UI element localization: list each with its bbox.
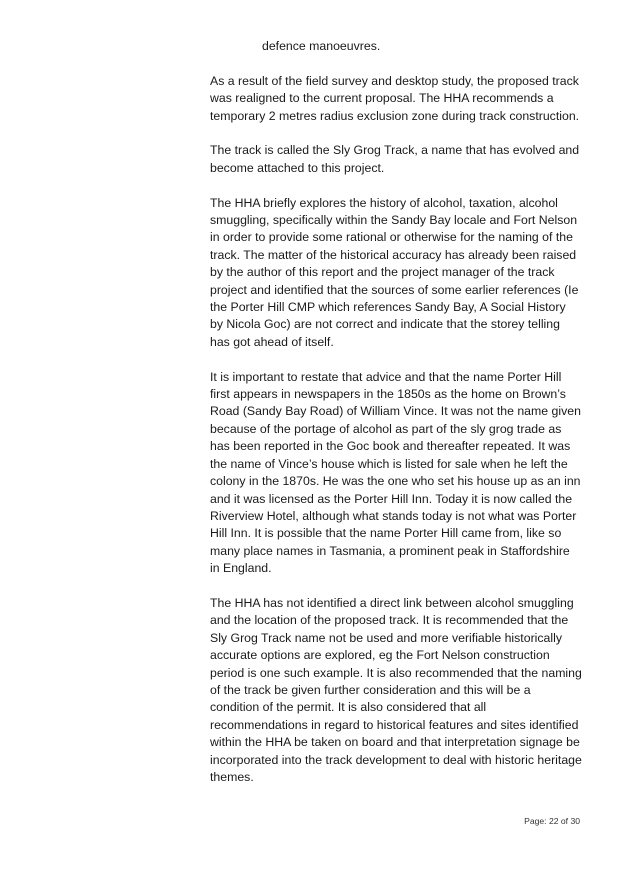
page-number: Page: 22 of 30 <box>524 816 580 826</box>
paragraph-track-name: The track is called the Sly Grog Track, a name that has evolved and become attached to this project. <box>210 143 580 175</box>
paragraph-track-realignment: As a result of the field survey and desktop study, the proposed track was realigned to the current proposal. The HHA recommends a temporary 2 metres radius exclusion zone during track construction. <box>210 73 580 123</box>
paragraph-recommendations: The HHA has not identified a direct link between alcohol smuggling and the location of the proposed track. It is recommended that the Sly Grog Track name not be used and more verifiable historically accurate options are explored, eg the Fort Nelson construction period is one such example. It is also recommended that the naming of the track be given further consideration and this will be a condition of the permit. It is also considered that all recommendations in regard to historical features and sites identified within the HHA be taken on board and that interpretation signage be incorporated into the track development to deal with historic heritage themes. <box>210 595 582 784</box>
document-body <box>210 38 582 804</box>
paragraph-continuation: defence manoeuvres. <box>262 39 381 53</box>
paragraph-alcohol-history: The HHA briefly explores the history of alcohol, taxation, alcohol smuggling, specifically within the Sandy Bay locale and Fort Nelson in order to provide some rational or otherwise for the naming of the track. The matter of the historical accuracy has already been raised by the author of this report and the project manager of the track project and identified that the sources of some earlier references (Ie the Porter Hill CMP which references Sandy Bay, A Social History by Nicola Goc) are not correct and indicate that the storey telling has got ahead of itself. <box>210 195 579 349</box>
paragraph-porter-hill: It is important to restate that advice and that the name Porter Hill first appears in newspapers in the 1850s as the home on Brown’s Road (Sandy Bay Road) of William Vince. It was not the name given because of the portage of alcohol as part of the sly grog trade as has been reported in the Goc book and thereafter repeated. It was the name of Vince’s house which is listed for sale when he left the colony in the 1870s. He was the one who set his house up as an inn and it was licensed as the Porter Hill Inn. Today it is now called the Riverview Hotel, although what stands today is not what was Porter Hill Inn. It is possible that the name Porter Hill came from, like so many place names in Tasmania, a prominent peak in Staffordshire in England. <box>210 369 581 576</box>
